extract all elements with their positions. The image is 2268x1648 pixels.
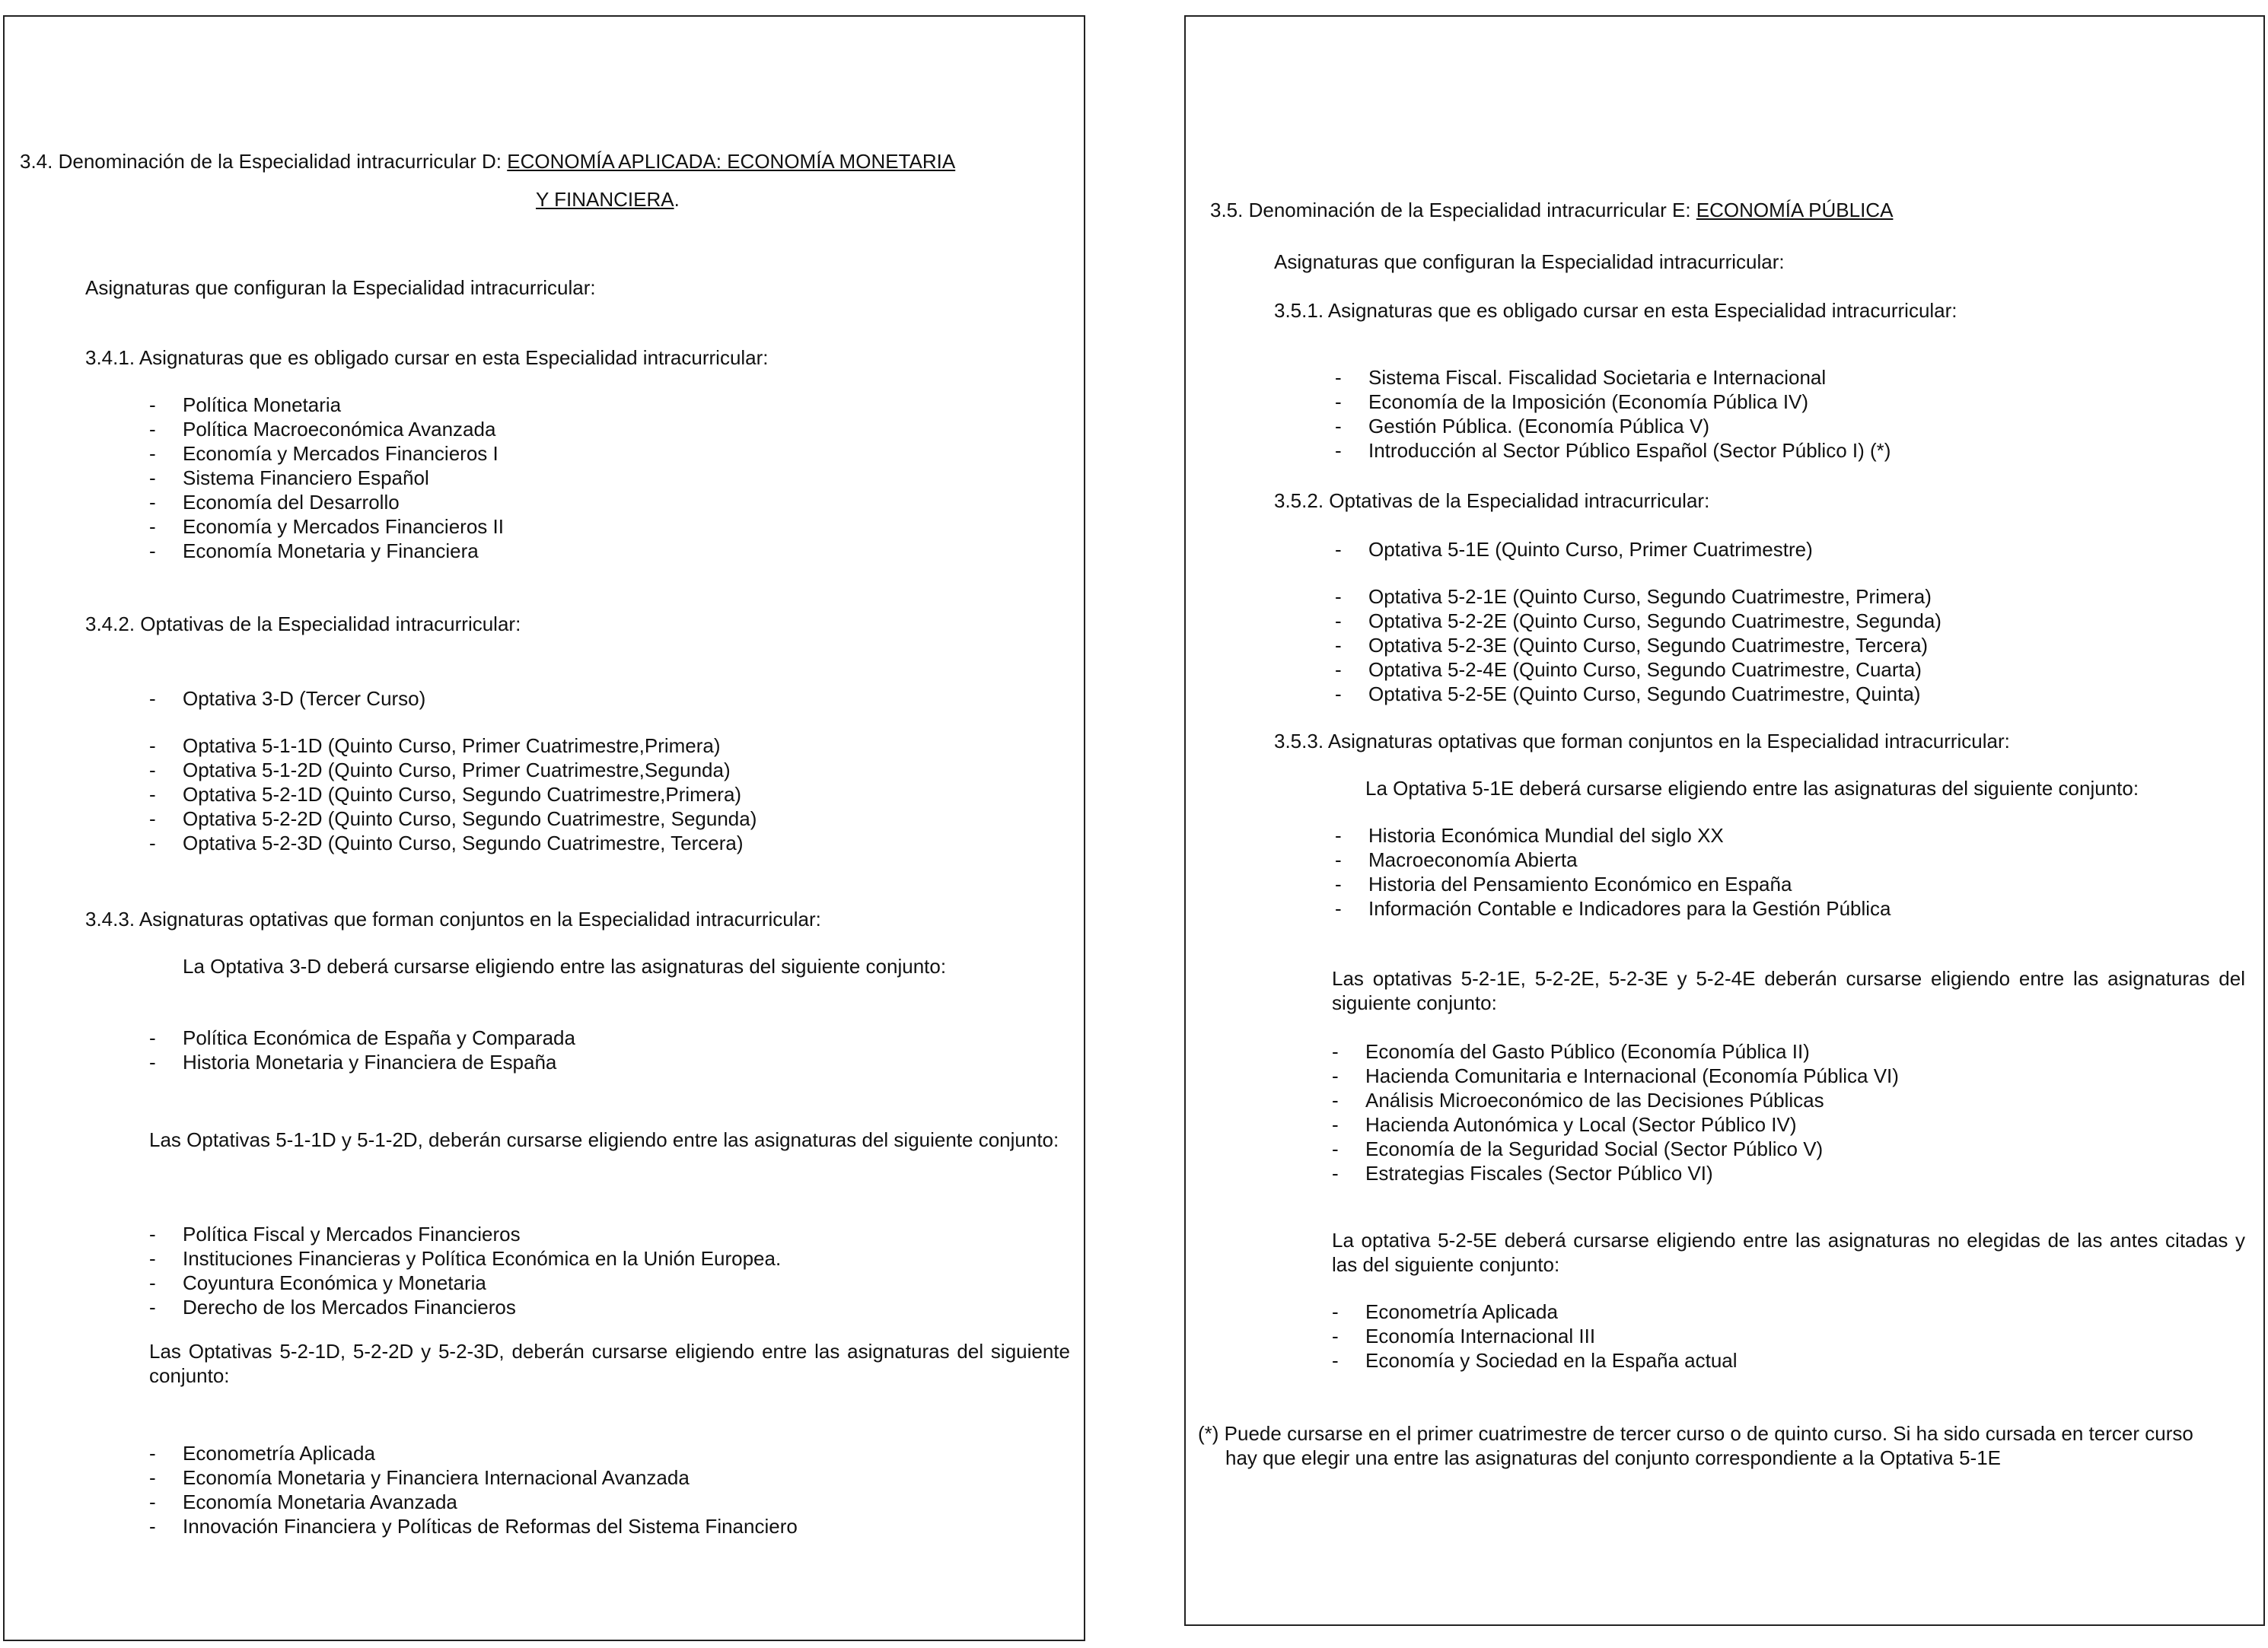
list-bullet-dash: - [149, 1491, 156, 1513]
heading-3-4-2: 3.4.2. Optativas de la Especialidad intracurricular: [85, 612, 521, 635]
list-item-text: Política Macroeconómica Avanzada [183, 418, 496, 441]
list-bullet-dash: - [1332, 1089, 1339, 1112]
list-item-text: Macroeconomía Abierta [1368, 848, 1578, 871]
list-item-text: Optativa 5-2-3D (Quinto Curso, Segundo Cuatrimestre, Tercera) [183, 832, 744, 854]
para-3-5-3-c: La optativa 5-2-5E deberá cursarse eligiendo entre las asignaturas no elegidas de las antes citadas y las del siguiente conjunto: [1332, 1229, 2245, 1276]
list-item-text: Hacienda Autonómica y Local (Sector Público IV) [1365, 1113, 1797, 1136]
list-bullet-dash: - [149, 1515, 156, 1538]
list-item-text: Economía y Mercados Financieros II [183, 515, 504, 538]
list-bullet-dash: - [149, 1051, 156, 1074]
list-bullet-dash: - [149, 1296, 156, 1319]
right-page [1184, 15, 2265, 1626]
list-bullet-dash: - [149, 807, 156, 830]
list-item-text: Economía Monetaria Avanzada [183, 1491, 457, 1513]
list-item-text: Optativa 5-2-1D (Quinto Curso, Segundo Cuatrimestre,Primera) [183, 783, 742, 806]
list-item-text: Economía Monetaria y Financiera [183, 539, 479, 562]
list-bullet-dash: - [149, 832, 156, 854]
list-item-text: Economía del Gasto Público (Economía Pública II) [1365, 1040, 1810, 1063]
section-3-5-title: ECONOMÍA PÚBLICA [1696, 199, 1894, 221]
list-item-text: Optativa 5-2-2D (Quinto Curso, Segundo Cuatrimestre, Segunda) [183, 807, 757, 830]
list-item-text: Instituciones Financieras y Política Económica en la Unión Europea. [183, 1247, 782, 1270]
list-bullet-dash: - [149, 515, 156, 538]
list-bullet-dash: - [149, 734, 156, 757]
list-item-text: Historia del Pensamiento Económico en España [1368, 873, 1792, 896]
list-bullet-dash: - [1335, 634, 1342, 657]
list-item-text: Optativa 5-1E (Quinto Curso, Primer Cuatrimestre) [1368, 538, 1813, 561]
heading-3-4-1: 3.4.1. Asignaturas que es obligado cursar en esta Especialidad intracurricular: [85, 346, 769, 369]
list-item-text: Optativa 5-2-5E (Quinto Curso, Segundo Cuatrimestre, Quinta) [1368, 682, 1921, 705]
list-bullet-dash: - [1335, 658, 1342, 681]
list-bullet-dash: - [1332, 1137, 1339, 1160]
list-bullet-dash: - [1335, 390, 1342, 413]
list-bullet-dash: - [149, 759, 156, 781]
list-item-text: Optativa 5-2-3E (Quinto Curso, Segundo Cuatrimestre, Tercera) [1368, 634, 1929, 657]
list-bullet-dash: - [1332, 1040, 1339, 1063]
list-bullet-dash: - [149, 418, 156, 441]
list-item-text: Introducción al Sector Público Español (Sector Público I) (*) [1368, 439, 1891, 462]
list-bullet-dash: - [149, 1466, 156, 1489]
list-item-text: Gestión Pública. (Economía Pública V) [1368, 415, 1709, 437]
list-bullet-dash: - [149, 539, 156, 562]
list-item-text: Optativa 3-D (Tercer Curso) [183, 687, 426, 710]
list-bullet-dash: - [149, 393, 156, 416]
list-item-text: Política Económica de España y Comparada [183, 1026, 575, 1049]
list-bullet-dash: - [1335, 415, 1342, 437]
left-intro: Asignaturas que configuran la Especialidad intracurricular: [85, 276, 596, 299]
list-item-text: Economía y Sociedad en la España actual [1365, 1349, 1738, 1372]
list-bullet-dash: - [149, 1247, 156, 1270]
list-item-text: Economía y Mercados Financieros I [183, 442, 499, 465]
footnote-line2: hay que elegir una entre las asignaturas del conjunto correspondiente a la Optativa 5-1E [1225, 1446, 2001, 1469]
list-item-text: Análisis Microeconómico de las Decisiones Públicas [1365, 1089, 1824, 1112]
heading-3-5-3: 3.5.3. Asignaturas optativas que forman conjuntos en la Especialidad intracurricular: [1274, 730, 2010, 752]
list-bullet-dash: - [1335, 439, 1342, 462]
para-3-5-3-a: La Optativa 5-1E deberá cursarse eligiendo entre las asignaturas del siguiente conjunto: [1365, 777, 2139, 800]
list-bullet-dash: - [1335, 366, 1342, 389]
list-bullet-dash: - [149, 783, 156, 806]
list-item-text: Política Fiscal y Mercados Financieros [183, 1223, 521, 1246]
list-bullet-dash: - [1335, 873, 1342, 896]
list-item-text: Economía Internacional III [1365, 1325, 1596, 1347]
list-item-text: Derecho de los Mercados Financieros [183, 1296, 516, 1319]
list-bullet-dash: - [1332, 1349, 1339, 1372]
list-bullet-dash: - [149, 442, 156, 465]
heading-3-5-2: 3.5.2. Optativas de la Especialidad intracurricular: [1274, 489, 1710, 512]
list-bullet-dash: - [1335, 897, 1342, 920]
section-3-5-heading [1210, 198, 1893, 222]
list-item-text: Política Monetaria [183, 393, 342, 416]
section-3-4-title-line2: Y FINANCIERA [536, 188, 674, 211]
list-item-text: Optativa 5-2-2E (Quinto Curso, Segundo Cuatrimestre, Segunda) [1368, 609, 1941, 632]
para-3-5-3-b: Las optativas 5-2-1E, 5-2-2E, 5-2-3E y 5-2-4E deberán cursarse eligiendo entre las asignaturas del siguiente conjunto: [1332, 967, 2245, 1014]
heading-3-5-1: 3.5.1. Asignaturas que es obligado cursar en esta Especialidad intracurricular: [1274, 299, 1957, 322]
list-bullet-dash: - [149, 687, 156, 710]
list-item-text: Sistema Financiero Español [183, 466, 429, 489]
para-3-4-3-a: La Optativa 3-D deberá cursarse eligiendo entre las asignaturas del siguiente conjunto: [183, 955, 947, 978]
section-3-4-title-line2-wrap [536, 187, 680, 212]
section-3-5-prefix: 3.5. Denominación de la Especialidad intracurricular E: [1210, 199, 1691, 221]
list-item-text: Coyuntura Económica y Monetaria [183, 1271, 486, 1294]
section-3-4-title-end: . [674, 188, 680, 211]
list-bullet-dash: - [1335, 682, 1342, 705]
list-item-text: Información Contable e Indicadores para la Gestión Pública [1368, 897, 1891, 920]
list-bullet-dash: - [149, 1026, 156, 1049]
list-bullet-dash: - [1332, 1162, 1339, 1185]
list-bullet-dash: - [1335, 848, 1342, 871]
list-item-text: Optativa 5-2-4E (Quinto Curso, Segundo Cuatrimestre, Cuarta) [1368, 658, 1922, 681]
section-3-4-heading [20, 149, 955, 173]
list-bullet-dash: - [1335, 609, 1342, 632]
section-3-4-title-line1: ECONOMÍA APLICADA: ECONOMÍA MONETARIA [507, 150, 956, 173]
section-3-4-prefix: 3.4. Denominación de la Especialidad intracurricular D: [20, 150, 502, 173]
list-item-text: Historia Monetaria y Financiera de España [183, 1051, 557, 1074]
heading-3-4-3: 3.4.3. Asignaturas optativas que forman conjuntos en la Especialidad intracurricular: [85, 908, 821, 931]
list-item-text: Historia Económica Mundial del siglo XX [1368, 824, 1724, 847]
list-item-text: Innovación Financiera y Políticas de Reformas del Sistema Financiero [183, 1515, 798, 1538]
list-bullet-dash: - [149, 466, 156, 489]
para-3-4-3-b: Las Optativas 5-1-1D y 5-1-2D, deberán cursarse eligiendo entre las asignaturas del siguiente conjunto: [149, 1128, 1059, 1151]
list-bullet-dash: - [1332, 1300, 1339, 1323]
list-item-text: Optativa 5-1-1D (Quinto Curso, Primer Cuatrimestre,Primera) [183, 734, 721, 757]
list-item-text: Economía de la Seguridad Social (Sector Público V) [1365, 1137, 1824, 1160]
list-item-text: Optativa 5-2-1E (Quinto Curso, Segundo Cuatrimestre, Primera) [1368, 585, 1932, 608]
list-bullet-dash: - [1332, 1325, 1339, 1347]
list-bullet-dash: - [149, 491, 156, 514]
list-item-text: Sistema Fiscal. Fiscalidad Societaria e Internacional [1368, 366, 1827, 389]
list-bullet-dash: - [1335, 585, 1342, 608]
list-bullet-dash: - [149, 1271, 156, 1294]
list-bullet-dash: - [1335, 538, 1342, 561]
list-item-text: Optativa 5-1-2D (Quinto Curso, Primer Cuatrimestre,Segunda) [183, 759, 731, 781]
para-3-4-3-c: Las Optativas 5-2-1D, 5-2-2D y 5-2-3D, deberán cursarse eligiendo entre las asignaturas del siguiente conjunto: [149, 1340, 1070, 1387]
left-page [3, 15, 1085, 1641]
footnote-line1: (*) Puede cursarse en el primer cuatrimestre de tercer curso o de quinto curso. Si ha sido cursada en tercer curso [1198, 1422, 2193, 1445]
list-bullet-dash: - [1332, 1064, 1339, 1087]
list-item-text: Econometría Aplicada [1365, 1300, 1558, 1323]
list-bullet-dash: - [149, 1223, 156, 1246]
list-item-text: Economía de la Imposición (Economía Pública IV) [1368, 390, 1809, 413]
list-bullet-dash: - [149, 1442, 156, 1465]
list-item-text: Estrategias Fiscales (Sector Público VI) [1365, 1162, 1713, 1185]
list-item-text: Hacienda Comunitaria e Internacional (Economía Pública VI) [1365, 1064, 1899, 1087]
right-intro: Asignaturas que configuran la Especialidad intracurricular: [1274, 250, 1785, 273]
list-item-text: Economía Monetaria y Financiera Internacional Avanzada [183, 1466, 690, 1489]
list-item-text: Economía del Desarrollo [183, 491, 400, 514]
list-item-text: Econometría Aplicada [183, 1442, 375, 1465]
list-bullet-dash: - [1335, 824, 1342, 847]
list-bullet-dash: - [1332, 1113, 1339, 1136]
